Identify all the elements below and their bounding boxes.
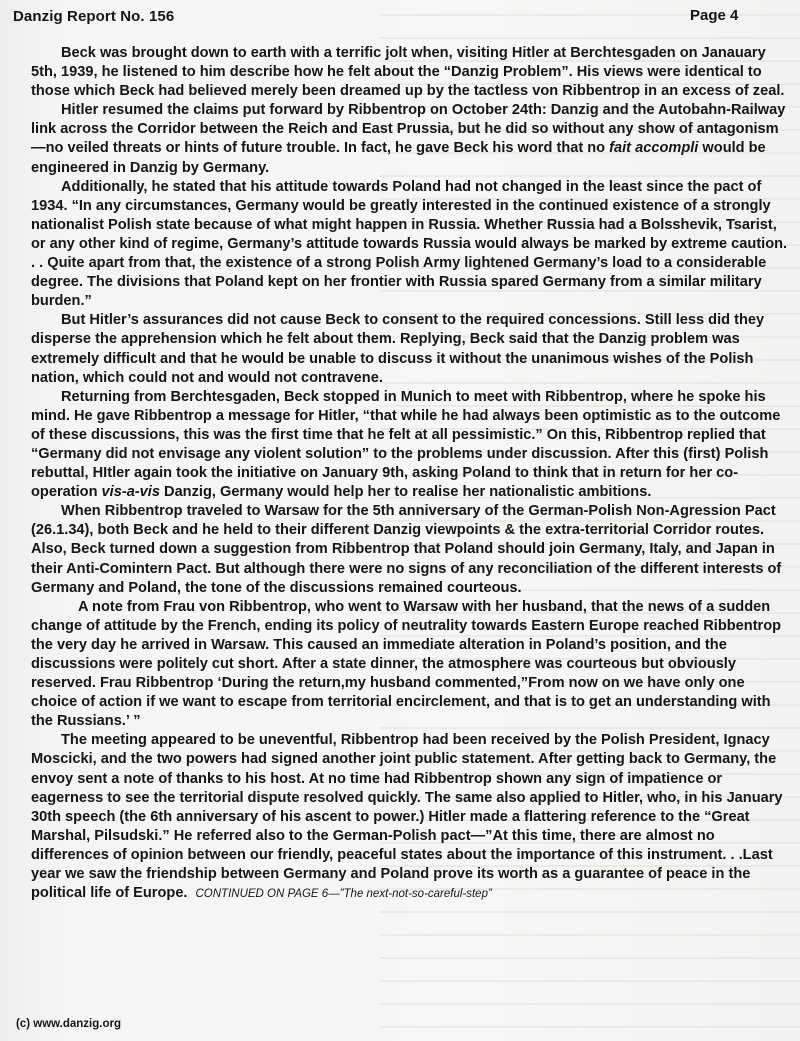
paragraph xyxy=(31,311,789,387)
paragraph xyxy=(31,388,789,503)
page-number: Page 4 xyxy=(690,7,739,24)
report-title: Danzig Report No. 156 xyxy=(13,8,175,25)
paragraph xyxy=(31,598,789,732)
italic-phrase: vis-a-vis xyxy=(101,484,160,501)
paragraph-text: Danzig, Germany would help her to realise her nationalistic ambitions. xyxy=(159,484,652,501)
paragraph-text: Hitler resumed the claims put forward by Ribbentrop on October 24th: Danzig and the Autobahn-Railway link across the Corridor between the Reich and East Prussia, but he did so without any show of antagonism—no veiled threats or hints of future trouble. In fact, he gave Beck his word that no xyxy=(31,102,786,157)
paragraph-text: But Hitler’s assurances did not cause Beck to consent to the required concessions. Still less did they disperse the apprehension which he felt about them. Replying, Beck said that the Danzig problem was extremely difficult and that he would be unable to discuss it without the unanimous wishes of the Polish nation, which could not and would not contravene. xyxy=(31,312,765,386)
article-body xyxy=(31,44,789,904)
paragraph-text: The meeting appeared to be uneventful, Ribbentrop had been received by the Polish President, Ignacy Moscicki, and the two powers had signed another joint public statement. After getting back to Germany, the envoy sent a note of thanks to his host. At no time had Ribbentrop shown any sign of impatience or eagerness to see the territorial dispute resolved quickly. The same also applied to Hitler, who, in his January 30th speech (the 6th anniversary of his ascent to power.) Hitler made a flattering reference to the “Great Marshal, Pilsudski.” He referred also to the German-Polish pact—”At this time, there are almost no differences of opinion between our friendly, peaceful states about the importance of this instrument. . .Last year we saw the friendship between Germany and Poland prove its worth as a guarantee of peace in the political life of Europe. xyxy=(31,732,783,902)
paragraph xyxy=(31,101,789,177)
italic-phrase: fait accompli xyxy=(609,140,699,157)
paragraph-text: When Ribbentrop traveled to Warsaw for the 5th anniversary of the German-Polish Non-Agression Pact (26.1.34), both Beck and he held to their different Danzig viewpoints & the extra-territorial Corridor routes. Also, Beck turned down a suggestion from Ribbentrop that Poland should join Germany, Italy, and Japan in their Anti-Comintern Pact. But although there were no signs of any reconciliation of the different interests of Germany and Poland, the tone of the discussions remained courteous. xyxy=(31,503,782,596)
paragraph-text: Beck was brought down to earth with a terrific jolt when, visiting Hitler at Berchtesgaden on Janauary 5th, 1939, he listened to him describe how he felt about the “Danzig Problem”. His views were identical to those which Beck had believed merely been dreamed up by the tactless von Ribbentrop in an excess of zeal. xyxy=(31,45,785,100)
paragraph-text: Additionally, he stated that his attitude towards Poland had not changed in the least since the pact of 1934. “In any circumstances, Germany would be greatly interested in the continued existence of a strongly nationalist Polish state because of what might happen in Russia. Whether Russia had a Bolsshevik, Tsarist, or any other kind of regime, Germany’s attitude towards Russia would always be marked by extreme caution. . . Quite apart from that, the existence of a strong Polish Army lightened Germany’s load to a considerable degree. The divisions that Poland kept on her frontier with Russia spared Germany from a similar military burden.” xyxy=(31,178,788,310)
paragraph xyxy=(31,502,789,597)
copyright-footer: (c) www.danzig.org xyxy=(16,1018,121,1030)
continued-note: CONTINUED ON PAGE 6—”The next-not-so-careful-step” xyxy=(195,888,492,901)
paragraph-text: would be engineered in Danzig by Germany. xyxy=(31,140,766,176)
paragraph xyxy=(31,44,789,101)
paragraph-text: Returning from Berchtesgaden, Beck stopped in Munich to meet with Ribbentrop, where he spoke his mind. He gave Ribbentrop a message for Hitler, “that while he had always been optimistic as to the outcome of these discussions, this was the first time that he felt at all pessimistic.” On this, Ribbentrop replied that “Germany did not envisage any violent solution” to the problems under discussion. After this (first) Polish rebuttal, HItler again took the initiative on January 9th, asking Poland to think that in return for her co-operation xyxy=(31,388,781,501)
paragraph-text: A note from Frau von Ribbentrop, who went to Warsaw with her husband, that the news of a sudden change of attitude by the French, ending its policy of neutrality towards Eastern Europe reached Ribbentrop the very day he arrived in Warsaw. This caused an immediate alteration in Poland’s position, and the discussions were politely cut short. After a state dinner, the atmosphere was courteous but obviously reserved. Frau Ribbentrop ‘During the return,my husband commented,”From now on we have only one choice of action if we want to escape from territorial encirclement, and that is to get an understanding with the Russians.’ ” xyxy=(31,598,782,730)
paragraph xyxy=(31,731,789,904)
paragraph xyxy=(31,178,789,312)
